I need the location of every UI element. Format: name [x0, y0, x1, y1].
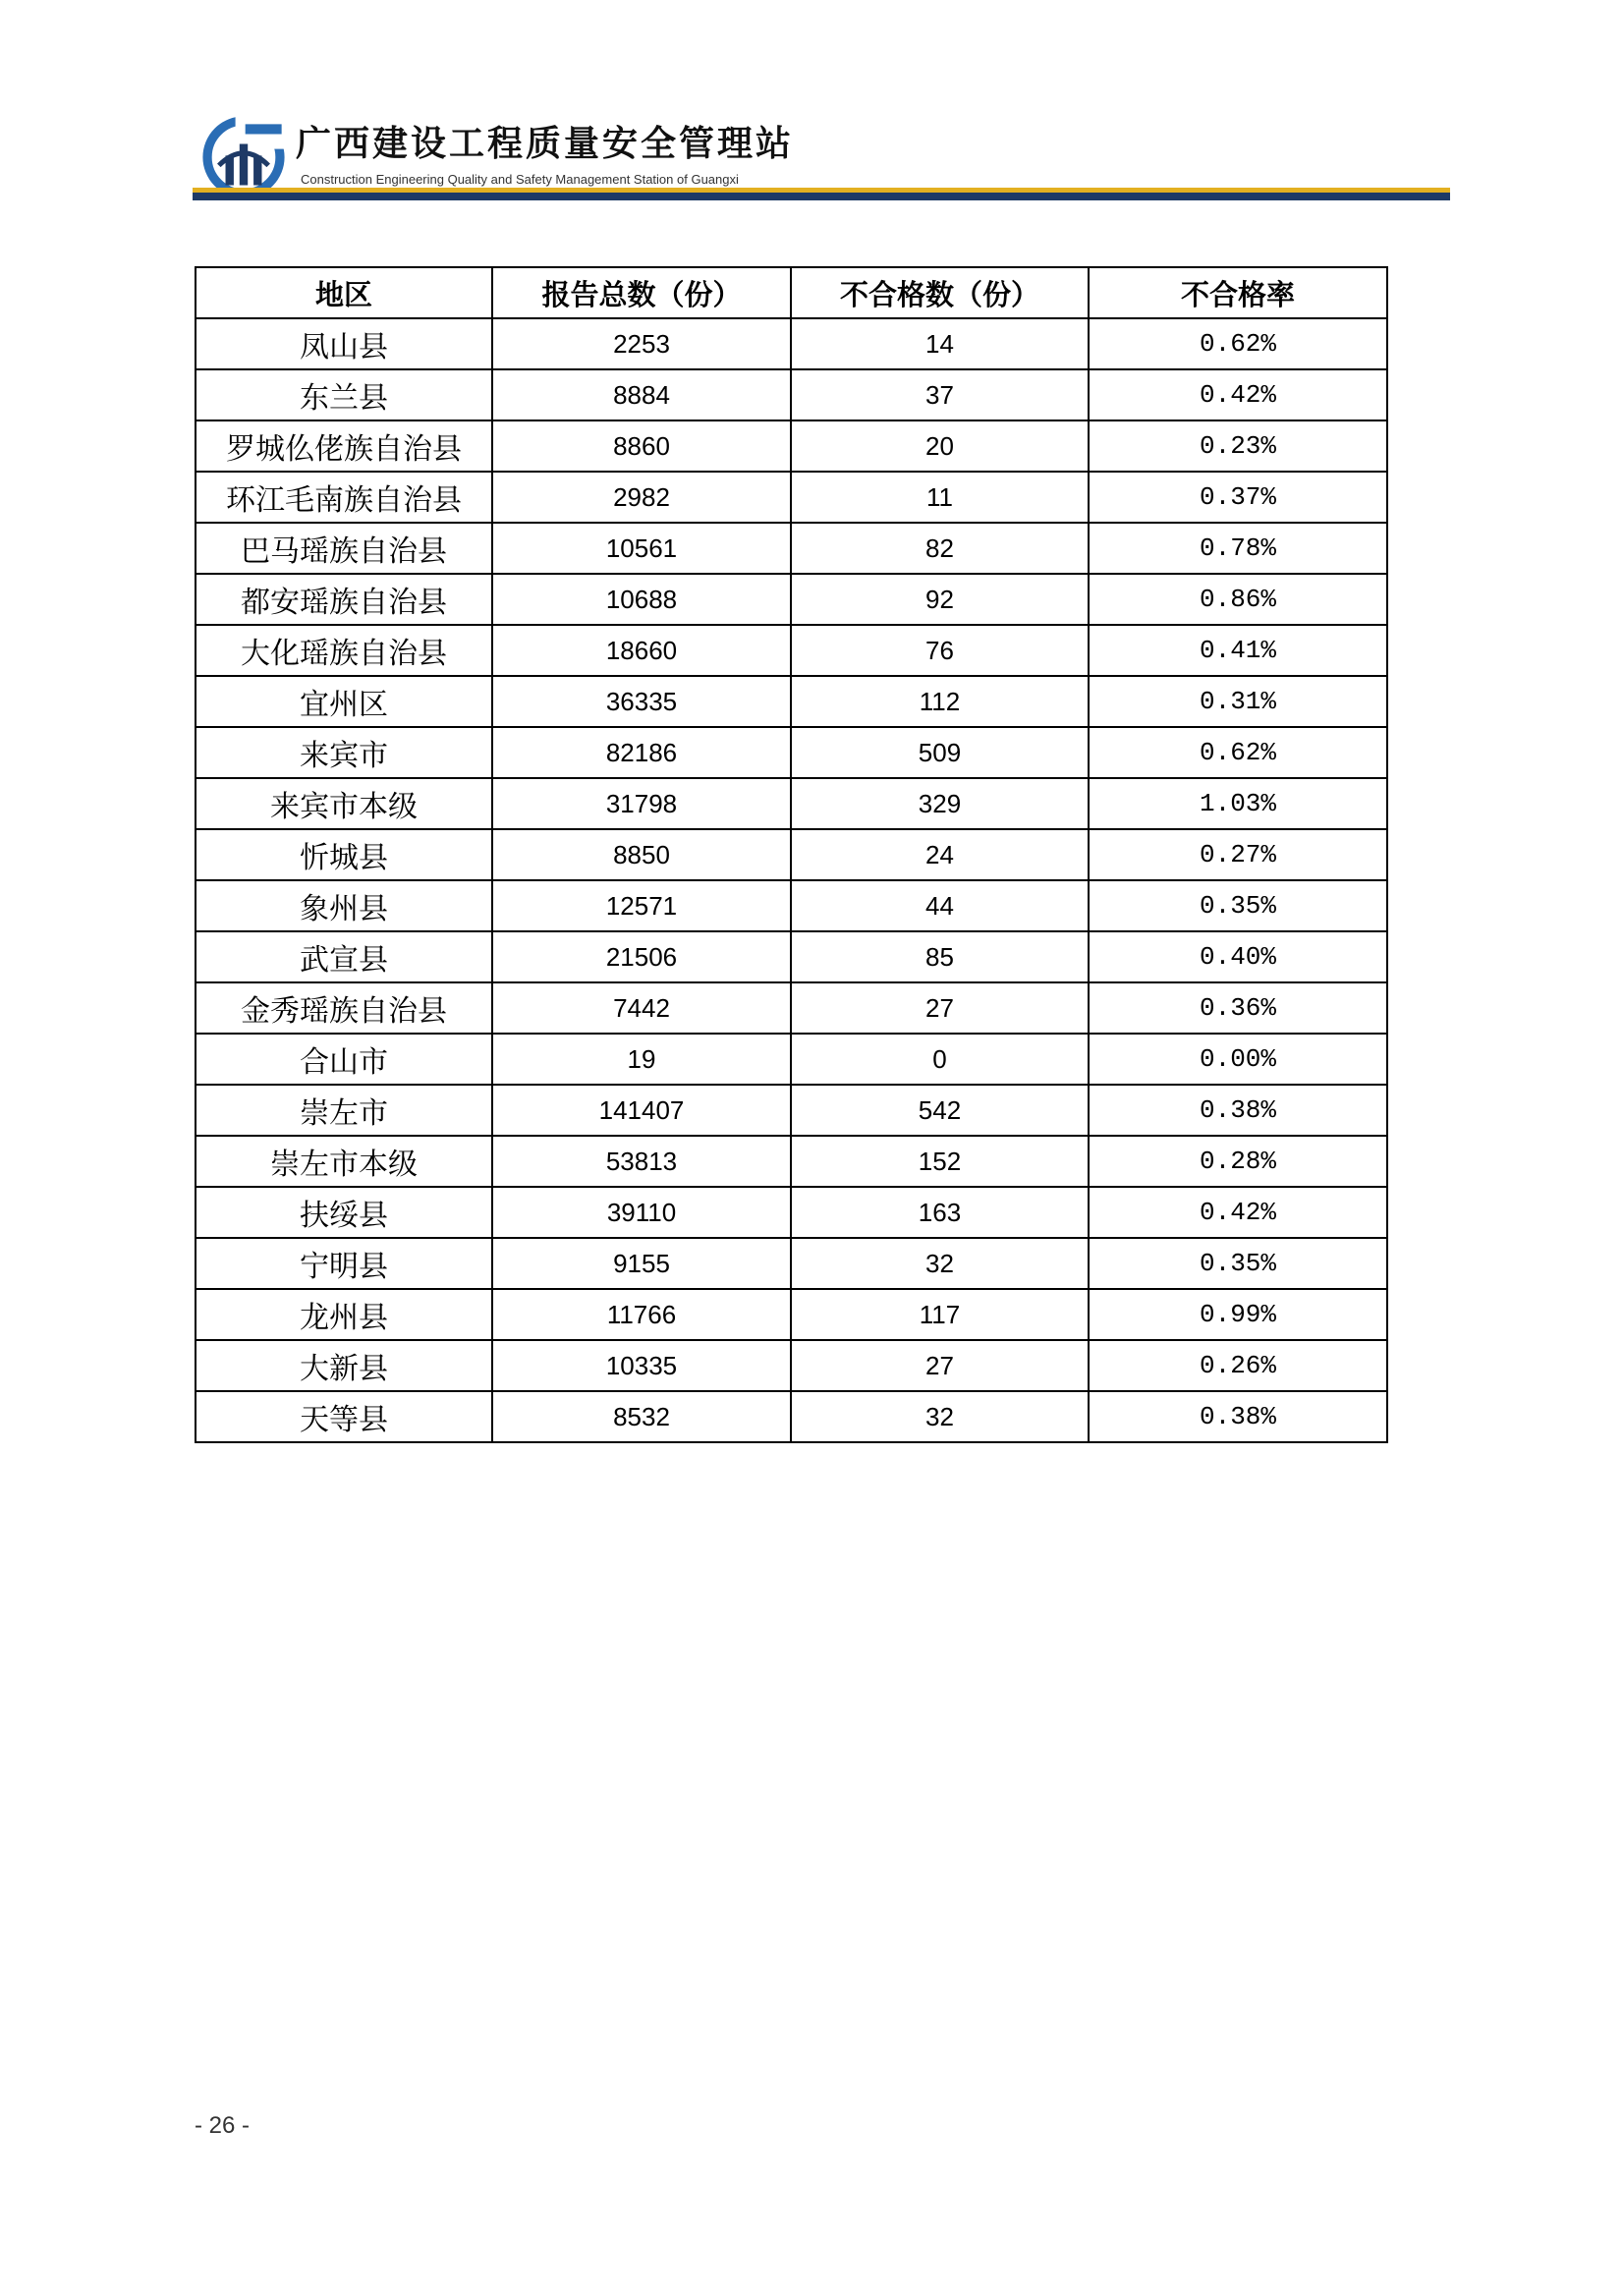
cell-total: 10561	[492, 523, 791, 574]
cell-region: 宜州区	[196, 676, 492, 727]
cell-rate: 0.31%	[1089, 676, 1387, 727]
cell-failed: 509	[791, 727, 1089, 778]
cell-rate: 0.37%	[1089, 472, 1387, 523]
cell-region: 金秀瑶族自治县	[196, 982, 492, 1034]
table-row	[196, 420, 1387, 472]
table-row	[196, 880, 1387, 931]
cell-failed: 37	[791, 369, 1089, 420]
col-header-failed: 不合格数（份）	[791, 267, 1089, 318]
cell-rate: 0.38%	[1089, 1085, 1387, 1136]
cell-total: 2253	[492, 318, 791, 369]
table-header-row	[196, 267, 1387, 318]
cell-region: 巴马瑶族自治县	[196, 523, 492, 574]
inspection-table	[195, 266, 1388, 1443]
cell-rate: 0.26%	[1089, 1340, 1387, 1391]
cell-failed: 0	[791, 1034, 1089, 1085]
cell-failed: 117	[791, 1289, 1089, 1340]
cell-rate: 0.42%	[1089, 1187, 1387, 1238]
table-row	[196, 1391, 1387, 1442]
cell-rate: 0.86%	[1089, 574, 1387, 625]
cell-total: 39110	[492, 1187, 791, 1238]
cell-failed: 329	[791, 778, 1089, 829]
cell-total: 9155	[492, 1238, 791, 1289]
cell-total: 7442	[492, 982, 791, 1034]
cell-region: 忻城县	[196, 829, 492, 880]
cell-region: 象州县	[196, 880, 492, 931]
cell-failed: 32	[791, 1238, 1089, 1289]
table-row	[196, 1289, 1387, 1340]
cell-region: 凤山县	[196, 318, 492, 369]
cell-rate: 0.00%	[1089, 1034, 1387, 1085]
gxjs-logo-icon	[202, 116, 285, 198]
table-row	[196, 369, 1387, 420]
table-body	[196, 318, 1387, 1442]
table-row	[196, 778, 1387, 829]
cell-failed: 82	[791, 523, 1089, 574]
org-name: 广西建设工程质量安全管理站	[296, 124, 795, 164]
cell-region: 武宣县	[196, 931, 492, 982]
cell-total: 10335	[492, 1340, 791, 1391]
cell-region: 来宾市本级	[196, 778, 492, 829]
cell-rate: 0.23%	[1089, 420, 1387, 472]
cell-rate: 0.42%	[1089, 369, 1387, 420]
cell-total: 2982	[492, 472, 791, 523]
cell-failed: 44	[791, 880, 1089, 931]
table-row	[196, 1340, 1387, 1391]
table-row	[196, 829, 1387, 880]
cell-rate: 0.40%	[1089, 931, 1387, 982]
cell-failed: 14	[791, 318, 1089, 369]
cell-region: 崇左市本级	[196, 1136, 492, 1187]
cell-rate: 0.78%	[1089, 523, 1387, 574]
cell-region: 来宾市	[196, 727, 492, 778]
cell-total: 11766	[492, 1289, 791, 1340]
table-row	[196, 1238, 1387, 1289]
table-row	[196, 982, 1387, 1034]
col-header-region: 地区	[196, 267, 492, 318]
cell-region: 大新县	[196, 1340, 492, 1391]
cell-region: 扶绥县	[196, 1187, 492, 1238]
cell-failed: 32	[791, 1391, 1089, 1442]
page-header	[193, 110, 1450, 208]
cell-failed: 92	[791, 574, 1089, 625]
page-number: - 26 -	[195, 2112, 251, 2139]
cell-total: 18660	[492, 625, 791, 676]
cell-rate: 0.28%	[1089, 1136, 1387, 1187]
cell-total: 10688	[492, 574, 791, 625]
table-row	[196, 574, 1387, 625]
cell-total: 8860	[492, 420, 791, 472]
cell-rate: 0.62%	[1089, 318, 1387, 369]
cell-total: 31798	[492, 778, 791, 829]
cell-total: 36335	[492, 676, 791, 727]
cell-failed: 20	[791, 420, 1089, 472]
cell-rate: 0.35%	[1089, 1238, 1387, 1289]
cell-failed: 85	[791, 931, 1089, 982]
cell-total: 53813	[492, 1136, 791, 1187]
org-subtitle: Construction Engineering Quality and Safety Management Station of Guangxi	[301, 172, 739, 187]
cell-rate: 0.62%	[1089, 727, 1387, 778]
table-row	[196, 1136, 1387, 1187]
cell-failed: 112	[791, 676, 1089, 727]
cell-total: 8532	[492, 1391, 791, 1442]
table-row	[196, 727, 1387, 778]
col-header-rate: 不合格率	[1089, 267, 1387, 318]
cell-rate: 0.41%	[1089, 625, 1387, 676]
table-row	[196, 1187, 1387, 1238]
cell-failed: 163	[791, 1187, 1089, 1238]
cell-failed: 152	[791, 1136, 1089, 1187]
cell-failed: 542	[791, 1085, 1089, 1136]
cell-region: 罗城仫佬族自治县	[196, 420, 492, 472]
table-row	[196, 318, 1387, 369]
cell-total: 141407	[492, 1085, 791, 1136]
cell-failed: 27	[791, 982, 1089, 1034]
table-row	[196, 1085, 1387, 1136]
table-row	[196, 523, 1387, 574]
cell-failed: 27	[791, 1340, 1089, 1391]
cell-total: 82186	[492, 727, 791, 778]
cell-total: 8884	[492, 369, 791, 420]
cell-region: 东兰县	[196, 369, 492, 420]
cell-rate: 0.36%	[1089, 982, 1387, 1034]
cell-region: 合山市	[196, 1034, 492, 1085]
cell-total: 21506	[492, 931, 791, 982]
cell-region: 环江毛南族自治县	[196, 472, 492, 523]
cell-total: 12571	[492, 880, 791, 931]
table-row	[196, 1034, 1387, 1085]
cell-region: 都安瑶族自治县	[196, 574, 492, 625]
cell-region: 宁明县	[196, 1238, 492, 1289]
cell-failed: 11	[791, 472, 1089, 523]
cell-region: 崇左市	[196, 1085, 492, 1136]
header-rule-navy	[193, 193, 1450, 200]
table-row	[196, 931, 1387, 982]
table-row	[196, 676, 1387, 727]
table-row	[196, 625, 1387, 676]
cell-rate: 0.38%	[1089, 1391, 1387, 1442]
cell-failed: 76	[791, 625, 1089, 676]
cell-failed: 24	[791, 829, 1089, 880]
cell-region: 天等县	[196, 1391, 492, 1442]
cell-total: 19	[492, 1034, 791, 1085]
cell-rate: 0.35%	[1089, 880, 1387, 931]
cell-rate: 1.03%	[1089, 778, 1387, 829]
table-row	[196, 472, 1387, 523]
cell-rate: 0.99%	[1089, 1289, 1387, 1340]
cell-total: 8850	[492, 829, 791, 880]
cell-region: 大化瑶族自治县	[196, 625, 492, 676]
cell-region: 龙州县	[196, 1289, 492, 1340]
cell-rate: 0.27%	[1089, 829, 1387, 880]
col-header-total: 报告总数（份）	[492, 267, 791, 318]
